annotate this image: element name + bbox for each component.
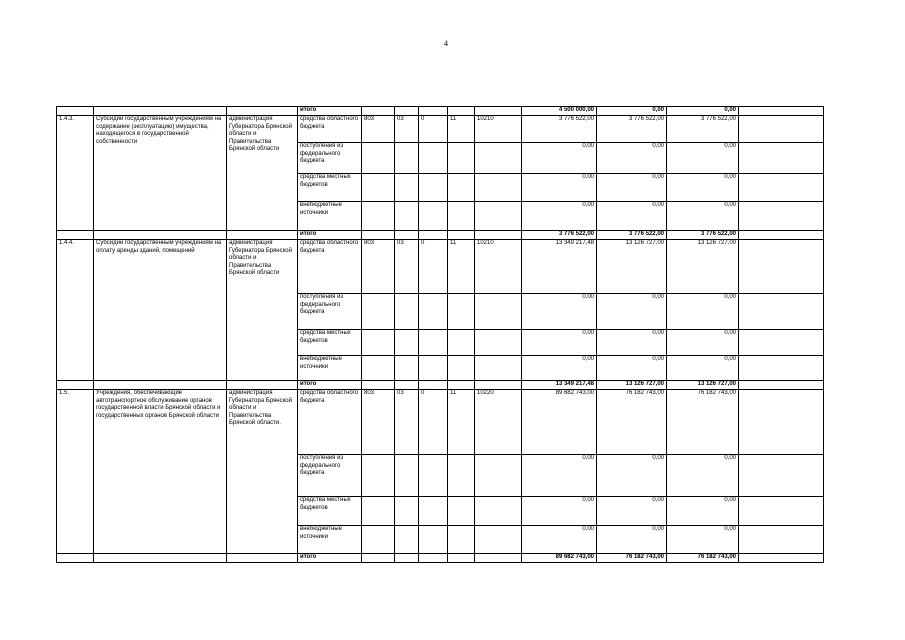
source-label: внебюджетные источники	[298, 356, 362, 381]
executor: администрация Губернатора Брянской области и Правительства Брянской области.	[227, 390, 298, 554]
code-ps: 11	[448, 116, 475, 143]
code-cs: 10220	[475, 390, 522, 455]
value-1: 0,00	[522, 174, 597, 202]
total-label: итого	[298, 381, 362, 390]
row-number: 1.4.4.	[57, 240, 94, 381]
total-value-2: 76 182 743,00	[597, 554, 667, 563]
source-label: поступления из федерального бюджета	[298, 294, 362, 330]
value-3: 0,00	[667, 143, 739, 174]
code-rz: 03	[395, 116, 419, 143]
value-1: 0,00	[522, 526, 597, 554]
table-row	[57, 231, 824, 240]
value-2: 0,00	[597, 497, 667, 526]
value-2: 0,00	[597, 330, 667, 356]
source-label: поступления из федерального бюджета	[298, 455, 362, 497]
cell-empty	[57, 107, 94, 116]
value-1: 0,00	[522, 143, 597, 174]
row-number: 1.4.3.	[57, 116, 94, 231]
value-2: 0,00	[597, 356, 667, 381]
total-label: итого	[298, 554, 362, 563]
code-rz: 03	[395, 240, 419, 294]
source-label: средства областного бюджета	[298, 240, 362, 294]
value-3: 13 126 727,00	[667, 240, 739, 294]
total-value-3: 76 182 743,00	[667, 554, 739, 563]
value-2: 0,00	[597, 294, 667, 330]
cell-empty	[227, 107, 298, 116]
total-value-3: 0,00	[667, 107, 739, 116]
value-3: 0,00	[667, 330, 739, 356]
source-label: средства местных бюджетов	[298, 497, 362, 526]
value-1: 0,00	[522, 294, 597, 330]
cell-empty	[475, 107, 522, 116]
value-2: 0,00	[597, 174, 667, 202]
cell-empty	[94, 107, 227, 116]
value-3: 0,00	[667, 526, 739, 554]
value-3: 0,00	[667, 356, 739, 381]
cell-empty	[419, 107, 448, 116]
value-2: 3 776 522,00	[597, 116, 667, 143]
value-1: 0,00	[522, 356, 597, 381]
total-value-1: 89 682 743,00	[522, 554, 597, 563]
value-3: 0,00	[667, 455, 739, 497]
source-label: средства местных бюджетов	[298, 174, 362, 202]
total-value-1: 13 349 217,48	[522, 381, 597, 390]
cell-empty	[739, 116, 824, 143]
source-label: средства областного бюджета	[298, 390, 362, 455]
table-row	[57, 116, 824, 143]
code-pr: 0	[419, 116, 448, 143]
total-value-2: 3 776 522,00	[597, 231, 667, 240]
total-value-2: 0,00	[597, 107, 667, 116]
executor: администрация Губернатора Брянской области и Правительства Брянской области	[227, 240, 298, 381]
value-2: 0,00	[597, 526, 667, 554]
value-2: 76 182 743,00	[597, 390, 667, 455]
value-1: 0,00	[522, 455, 597, 497]
value-2: 0,00	[597, 202, 667, 231]
value-3: 0,00	[667, 202, 739, 231]
budget-table	[56, 106, 824, 563]
code-pr: 0	[419, 390, 448, 455]
table-row	[57, 107, 824, 116]
total-value-3: 3 776 522,00	[667, 231, 739, 240]
measure-name: Субсидии государственным учреждениям на содержание (эксплуатацию) имущества, находящегося в государственной собственности	[94, 116, 227, 231]
total-label: итого	[298, 107, 362, 116]
code-ps: 11	[448, 240, 475, 294]
measure-name: Учреждения, обеспечивающие автотранспортное обслуживание органов государственной власти Брянской области и государственных органов Брянской области	[94, 390, 227, 554]
cell-empty	[448, 107, 475, 116]
value-1: 89 682 743,00	[522, 390, 597, 455]
value-2: 0,00	[597, 455, 667, 497]
table-row	[57, 381, 824, 390]
row-number: 1.5.	[57, 390, 94, 554]
table-row	[57, 554, 824, 563]
total-value-2: 13 126 727,00	[597, 381, 667, 390]
total-label: итого	[298, 231, 362, 240]
code-cs: 10210	[475, 240, 522, 294]
code-gr: 803	[362, 390, 395, 455]
value-3: 3 776 522,00	[667, 116, 739, 143]
code-gr: 803	[362, 116, 395, 143]
total-value-3: 13 126 727,00	[667, 381, 739, 390]
code-rz: 03	[395, 390, 419, 455]
value-1: 0,00	[522, 497, 597, 526]
source-label: внебюджетные источники	[298, 202, 362, 231]
executor: администрация Губернатора Брянской области и Правительства Брянской области	[227, 116, 298, 231]
value-3: 76 182 743,00	[667, 390, 739, 455]
code-cs: 10210	[475, 116, 522, 143]
value-1: 3 776 522,00	[522, 116, 597, 143]
source-label: средства областного бюджета	[298, 116, 362, 143]
value-1: 13 349 217,48	[522, 240, 597, 294]
cell-empty	[739, 107, 824, 116]
measure-name: Субсидии государственным учреждениям на оплату аренды зданий, помещений	[94, 240, 227, 381]
page-number: 4	[444, 39, 448, 48]
cell-empty	[362, 107, 395, 116]
table-row	[57, 390, 824, 455]
source-label: внебюджетные источники	[298, 526, 362, 554]
value-1: 0,00	[522, 330, 597, 356]
value-2: 0,00	[597, 143, 667, 174]
value-3: 0,00	[667, 174, 739, 202]
source-label: средства местных бюджетов	[298, 330, 362, 356]
table-row	[57, 240, 824, 294]
source-label: поступления из федерального бюджета	[298, 143, 362, 174]
code-pr: 0	[419, 240, 448, 294]
value-1: 0,00	[522, 202, 597, 231]
value-3: 0,00	[667, 497, 739, 526]
cell-empty	[395, 107, 419, 116]
value-2: 13 126 727,00	[597, 240, 667, 294]
value-3: 0,00	[667, 294, 739, 330]
code-ps: 11	[448, 390, 475, 455]
total-value-1: 4 500 000,00	[522, 107, 597, 116]
code-gr: 803	[362, 240, 395, 294]
total-value-1: 3 776 522,00	[522, 231, 597, 240]
